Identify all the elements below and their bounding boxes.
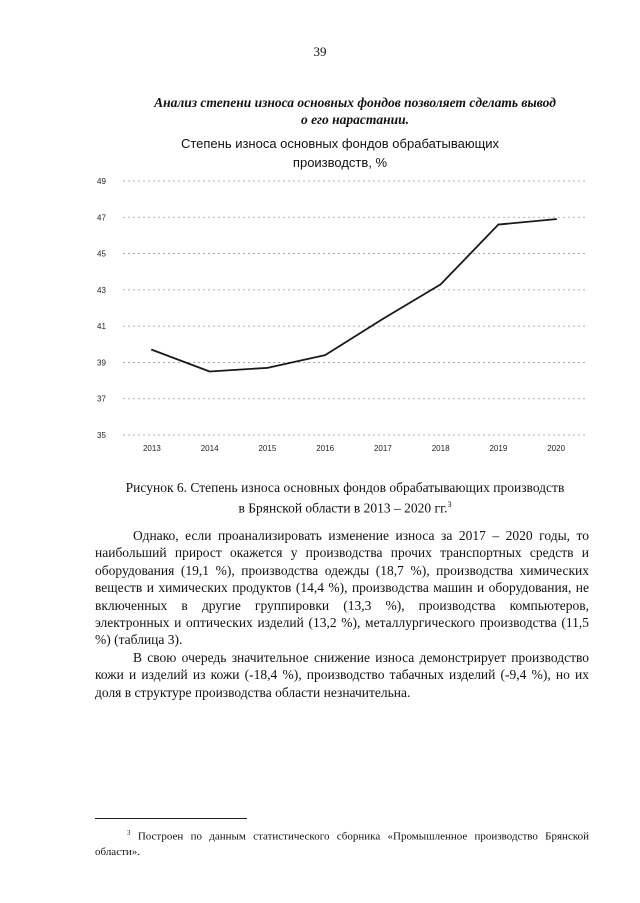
footnote-marker: 3 (127, 829, 131, 837)
x-tick-label: 2020 (547, 444, 566, 453)
chart-series (151, 218, 557, 372)
footnote-divider (95, 818, 247, 819)
y-tick-label: 39 (97, 358, 106, 368)
data-point (324, 354, 326, 356)
figure-caption-line-2-text: в Брянской области в 2013 – 2020 гг. (238, 500, 448, 516)
y-tick-label: 49 (97, 177, 106, 186)
chart-title (150, 134, 530, 172)
x-tick-label: 2016 (316, 444, 335, 453)
x-tick-label: 2013 (142, 444, 161, 453)
x-tick-label: 2019 (489, 444, 508, 453)
series-line (152, 219, 556, 371)
intro-line-2: о его нарастании. (300, 112, 410, 127)
figure-caption-line-1: Рисунок 6. Степень износа основных фондов обрабатывающих производств (125, 480, 565, 495)
y-tick-label: 37 (97, 394, 106, 404)
chart-title-line-1: Степень износа основных фондов обрабатывающих (180, 136, 500, 151)
x-tick-label: 2018 (431, 444, 450, 453)
y-tick-label: 43 (97, 285, 106, 295)
intro-statement (120, 94, 590, 128)
y-tick-label: 41 (97, 322, 106, 332)
footnote (95, 826, 589, 860)
data-point (555, 218, 557, 220)
y-tick-label: 47 (97, 213, 106, 223)
x-tick-label: 2015 (258, 444, 277, 453)
wear-line-chart (95, 170, 595, 465)
data-point (382, 318, 384, 320)
data-point (209, 371, 211, 373)
x-tick-label: 2017 (373, 444, 392, 453)
page-number: 39 (313, 44, 327, 59)
data-point (266, 367, 268, 369)
chart-x-tick-labels (143, 444, 566, 453)
chart-title-line-2: производств, % (292, 155, 388, 170)
data-point (440, 284, 442, 286)
paragraph-2: В свою очередь значительное снижение износа демонстрирует производство кожи и изделий из кожи (-18,4 %), производство табачных изделий (-9,4 %), но их доля в структуре производства области незначительна. (95, 649, 589, 700)
footnote-text: Построен по данным статистического сборника «Промышленное производство Брянской области». (95, 830, 590, 858)
data-point (151, 349, 153, 351)
figure-caption-line-2 (90, 496, 600, 517)
footnote-reference: 3 (447, 500, 452, 509)
footnote-body (95, 826, 589, 860)
y-tick-label: 45 (97, 249, 106, 259)
y-tick-label: 35 (97, 431, 106, 440)
x-tick-label: 2014 (200, 444, 219, 453)
figure-caption (90, 479, 600, 517)
paragraph-1: Однако, если проанализировать изменение износа за 2017 – 2020 годы, то наибольший прирост окажется у производства прочих транспортных средств и оборудования (19,1 %), производства одежды (18,7 %), производства химических веществ и химических продуктов (14,4 %), производства машин и оборудования, не включенных в другие группировки (13,3 %), производства компьютеров, электронных и оптических изделий (13,2 %), металлургического производства (11,5 %) (таблица 3). (95, 528, 589, 648)
chart-gridlines (123, 181, 585, 435)
intro-line-1: Анализ степени износа основных фондов позволяет сделать вывод (154, 95, 556, 110)
chart-y-tick-labels (97, 177, 106, 440)
data-point (497, 224, 499, 226)
body-text (95, 527, 589, 701)
